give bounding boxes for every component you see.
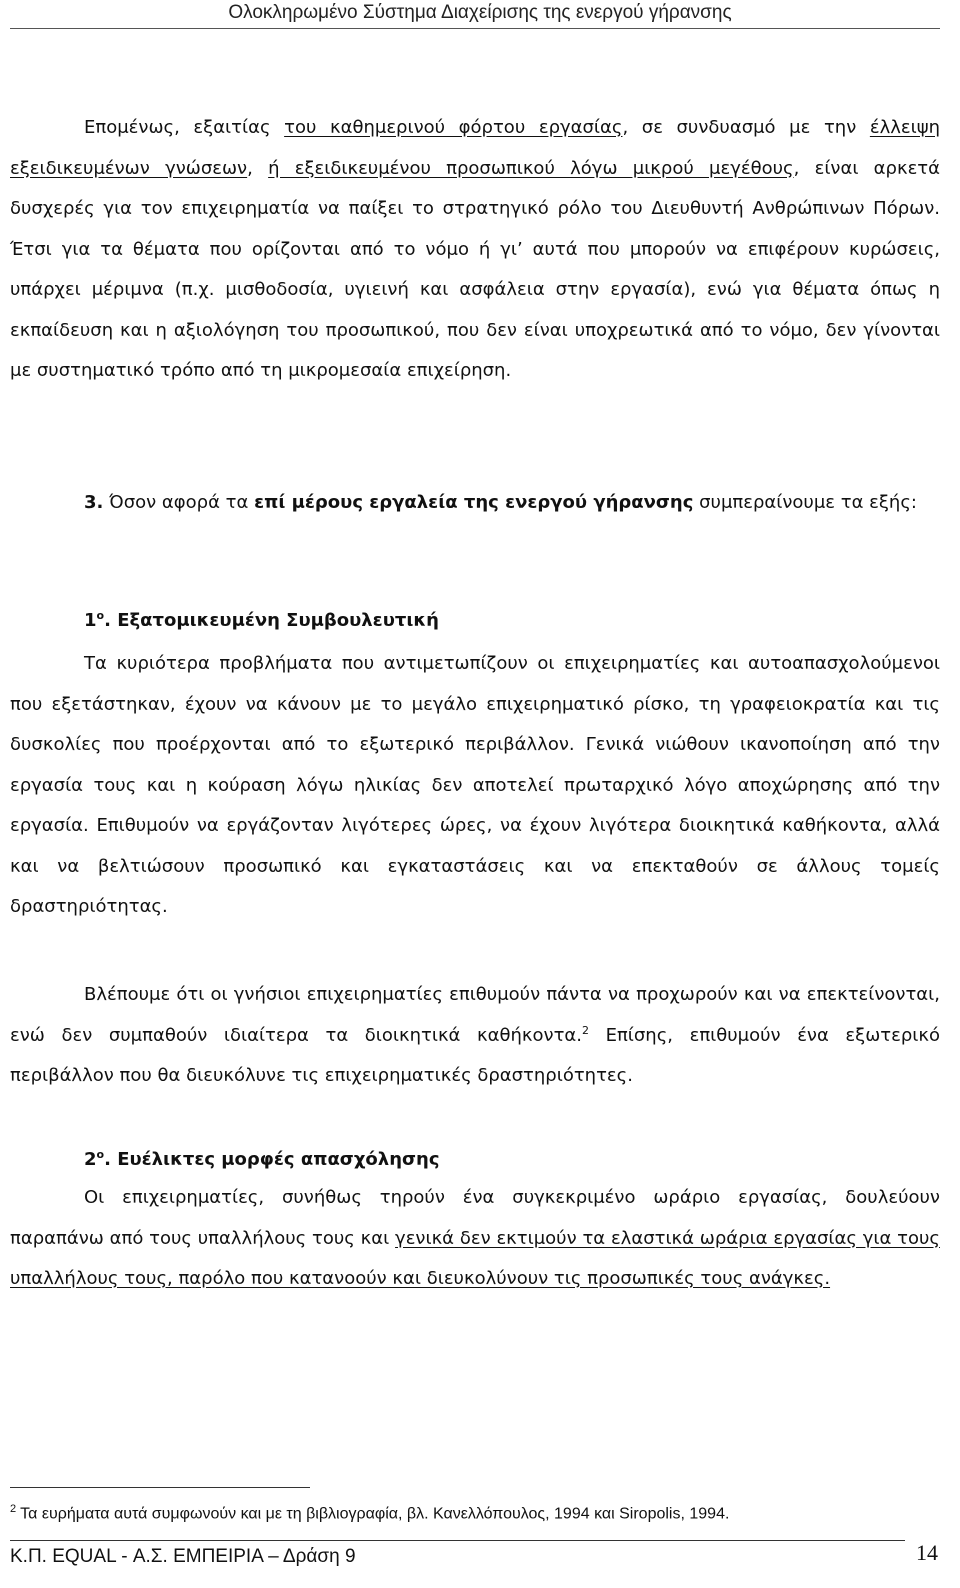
heading-text: . Ευέλικτες μορφές απασχόλησης (104, 1149, 440, 1170)
text-run: , (247, 157, 269, 179)
text-run: συμπεραίνουμε τα εξής: (693, 492, 917, 513)
list-number: 3. (84, 492, 104, 513)
text-run: Επομένως, εξαιτίας (84, 117, 285, 138)
underlined-text: γενικά δεν εκτιμούν τα ελαστικά ωράρια εργασίας για τους υπαλλήλους τους, παρόλο που κατανοούν και διευκολύνουν τις προσωπικές τους ανάγκες. (10, 1227, 940, 1289)
footer-text: Κ.Π. EQUAL - Α.Σ. ΕΜΠΕΙΡΙΑ – Δράση 9 (10, 1546, 356, 1567)
header-divider (10, 28, 940, 29)
ordinal-superscript: ο (96, 1148, 105, 1161)
paragraph-flexible-work (10, 1178, 940, 1300)
text-run: Επίσης, επιθυμούν ένα εξωτερικό περιβάλλον που θα διευκόλυνε τις επιχειρηματικές δραστηριότητες. (10, 1024, 940, 1086)
underlined-text: του καθημερινού φόρτου εργασίας (284, 117, 623, 138)
text-run: Οι επιχειρηματίες, συνήθως τηρούν ένα συγκεκριμένο ωράριο εργασίας, δουλεύουν παραπάνω από τους υπαλλήλους τους και (10, 1187, 940, 1249)
ordinal-superscript: ο (96, 609, 105, 622)
running-header: Ολοκληρωμένο Σύστημα Διαχείρισης της ενεργού γήρανσης (228, 2, 732, 23)
section-heading-flexible-work (10, 1140, 940, 1181)
paragraph-text: Τα κυριότερα προβλήματα που αντιμετωπίζουν οι επιχειρηματίες και αυτοαπασχολούμενοι που εξετάστηκαν, έχουν να κάνουν με το μεγάλο επιχειρηματικό ρίσκο, τη γραφειοκρατία και τις δυσκολίες που προέρχονται από το εξωτερικό περιβάλλον. Γενικά νιώθουν ικανοποίηση από την εργασία τους και η κούραση λόγω ηλικίας δεν αποτελεί πρωταρχικό λόγο αποχώρησης από την εργασία. Επιθυμούν να εργάζονταν λιγότερες ώρες, να έχουν λιγότερα διοικητικά καθήκοντα, αλλά και να βελτιώσουν προσωπικό και εγκαταστάσεις και να επεκταθούν σε άλλους τομείς δραστηριότητας. (10, 653, 940, 917)
footnote-reference[interactable]: 2 (582, 1023, 589, 1037)
paragraph-entrepreneurs (10, 975, 940, 1097)
paragraph-tools-conclusion (10, 483, 940, 524)
text-run: Βλέπουμε ότι οι γνήσιοι επιχειρηματίες επιθυμούν πάντα να προχωρούν και να επεκτείνονται, ενώ δεν συμπαθούν ιδιαίτερα τα διοικητικά καθήκοντα. (10, 984, 940, 1046)
page-number: 14 (916, 1540, 938, 1565)
footnote-number: 2 (10, 1503, 17, 1515)
heading-number: 1 (84, 610, 97, 631)
text-run: , είναι αρκετά δυσχερές για τον επιχειρηματία να παίξει το στρατηγικό ρόλο του Διευθυντή Ανθρώπινων Πόρων. Έτσι για τα θέματα που ορίζονται από το νόμο ή γι’ αυτά που μπορούν να επιφέρουν κυρώσεις, υπάρχει μέριμνα (π.χ. μισθοδοσία, υγιεινή και ασφάλεια στην εργασία), ενώ για θέματα όπως η εκπαίδευση και η αξιολόγηση του προσωπικού, που δεν είναι υποχρεωτικά από το νόμο, δεν γίνονται με συστηματικό τρόπο από τη μικρομεσαία επιχείρηση. (10, 157, 941, 381)
footnote-divider (10, 1487, 310, 1488)
footnote (10, 1498, 940, 1525)
footer-divider (10, 1540, 905, 1541)
underlined-text: έλλειψη εξειδικευμένων γνώσεων (10, 117, 941, 179)
text-run: , σε συνδυασμό με την (622, 117, 870, 138)
heading-text: . Εξατομικευμένη Συμβουλευτική (104, 610, 439, 631)
paragraph-counseling (10, 644, 940, 928)
bold-text: επί μέρους εργαλεία της ενεργού γήρανσης (254, 492, 694, 513)
underlined-text: ή εξειδικευμένου προσωπικού λόγω μικρού μεγέθους (268, 157, 794, 179)
paragraph-workload (10, 108, 940, 392)
text-run: Όσον αφορά τα (103, 492, 255, 513)
heading-number: 2 (84, 1149, 97, 1170)
section-heading-counseling (10, 601, 940, 642)
footnote-text: Τα ευρήματα αυτά συμφωνούν και με τη βιβλιογραφία, βλ. Κανελλόπουλος, 1994 και Siropolis, 1994. (20, 1505, 730, 1523)
